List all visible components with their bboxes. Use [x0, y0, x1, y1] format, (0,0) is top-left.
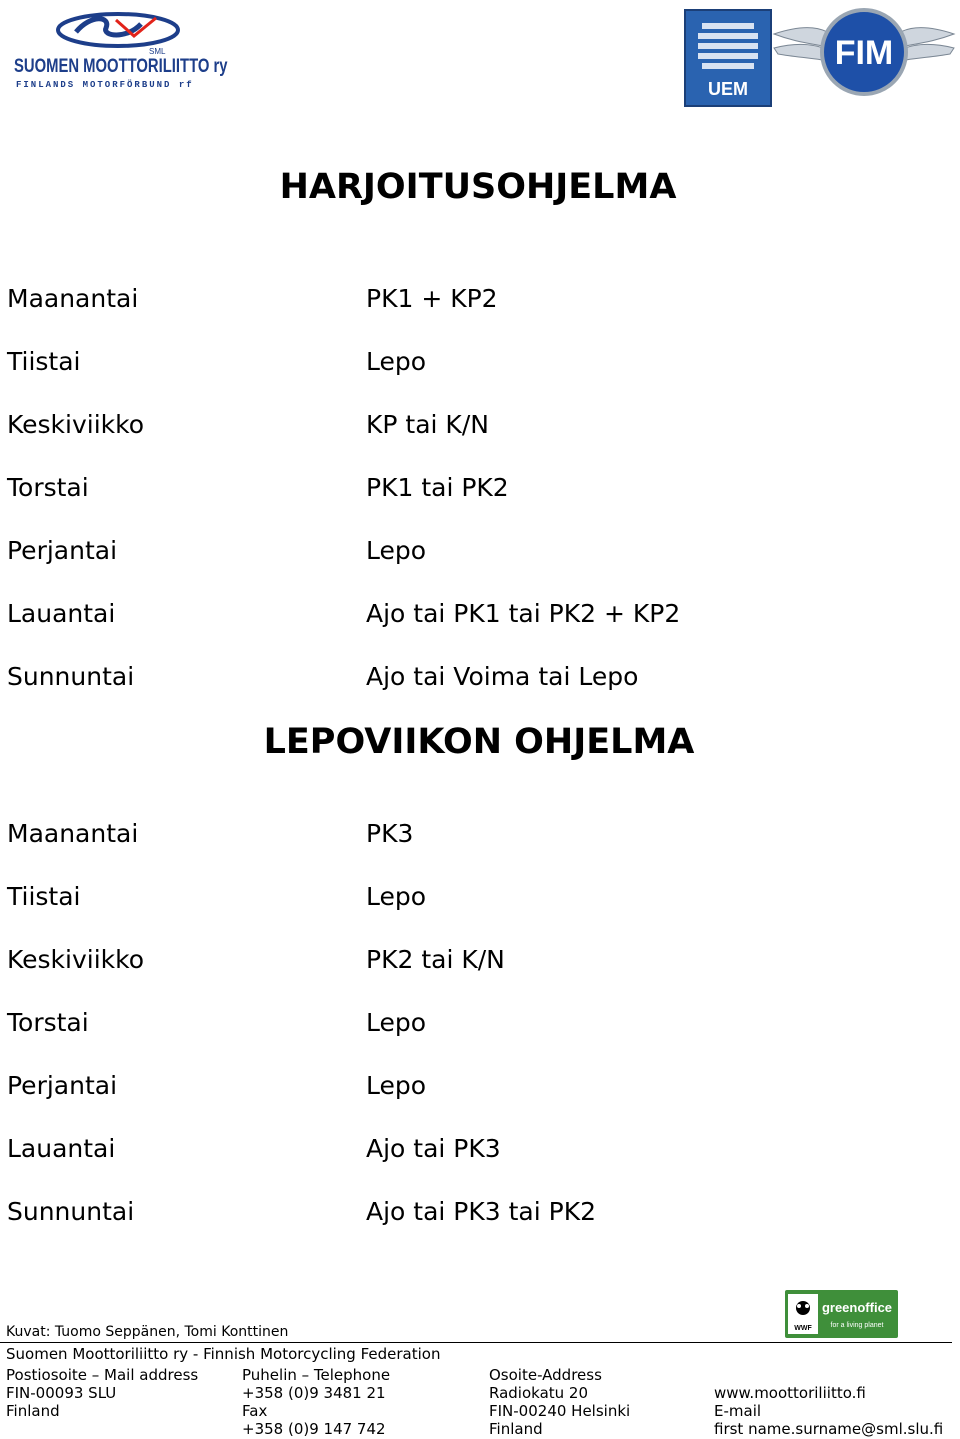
footer-line: E-mail — [714, 1402, 762, 1420]
day-label: Keskiviikko — [7, 410, 145, 439]
day-label: Tiistai — [7, 882, 81, 911]
activity-label: PK3 — [366, 819, 414, 848]
photo-credit: Kuvat: Tuomo Seppänen, Tomi Konttinen — [6, 1324, 289, 1340]
day-label: Maanantai — [7, 284, 139, 313]
day-label: Perjantai — [7, 1071, 118, 1100]
footer-line: +358 (0)9 3481 21 — [242, 1384, 386, 1402]
sml-logo-text: SUOMEN MOOTTORILIITTO ry — [14, 56, 228, 77]
schedule-row — [0, 945, 960, 1008]
rest-week-schedule — [0, 819, 960, 1260]
activity-label: Ajo tai PK1 tai PK2 + KP2 — [366, 599, 681, 628]
activity-label: PK1 + KP2 — [366, 284, 498, 313]
footer-line: Finland — [6, 1402, 60, 1420]
rest-week-title: LEPOVIIKON OHJELMA — [263, 722, 695, 762]
activity-label: PK1 tai PK2 — [366, 473, 509, 502]
day-label: Keskiviikko — [7, 945, 145, 974]
day-label: Maanantai — [7, 819, 139, 848]
training-schedule — [0, 284, 960, 725]
schedule-row — [0, 662, 960, 725]
fim-logo-text: FIM — [834, 34, 894, 72]
activity-label: Ajo tai PK3 — [366, 1134, 501, 1163]
activity-label: KP tai K/N — [366, 410, 489, 439]
footer-line: Osoite-Address — [489, 1366, 602, 1384]
schedule-row — [0, 536, 960, 599]
footer-line: Finland — [489, 1420, 543, 1438]
footer-divider — [0, 1342, 952, 1343]
fim-logo — [770, 4, 958, 100]
footer-line — [714, 1366, 943, 1384]
wwf-text: WWF — [794, 1325, 812, 1332]
schedule-row — [0, 1071, 960, 1134]
schedule-row — [0, 410, 960, 473]
schedule-row — [0, 347, 960, 410]
day-label: Lauantai — [7, 1134, 116, 1163]
footer-mail-address — [6, 1366, 198, 1420]
day-label: Torstai — [7, 473, 89, 502]
footer-line: +358 (0)9 147 742 — [242, 1420, 386, 1438]
uem-logo-text: UEM — [708, 79, 748, 99]
footer-line: Fax — [242, 1402, 268, 1420]
green-office-tagline: for a living planet — [830, 1322, 884, 1329]
activity-label: Ajo tai Voima tai Lepo — [366, 662, 639, 691]
website-link[interactable]: www.moottoriliitto.fi — [714, 1384, 866, 1402]
activity-label: Lepo — [366, 536, 427, 565]
schedule-row — [0, 1197, 960, 1260]
footer — [0, 1290, 960, 1439]
activity-label: PK2 tai K/N — [366, 945, 505, 974]
sml-logo-small-text: SML — [149, 47, 166, 56]
day-label: Lauantai — [7, 599, 116, 628]
green-office-text: greenoffice — [821, 1300, 893, 1315]
day-label: Perjantai — [7, 536, 118, 565]
schedule-row — [0, 284, 960, 347]
sml-logo-subtext: FINLANDS MOTORFÖRBUND rf — [16, 80, 194, 90]
footer-street-address — [489, 1366, 630, 1438]
day-label: Torstai — [7, 1008, 89, 1037]
email-link[interactable]: first name.surname@sml.slu.fi — [714, 1420, 944, 1438]
footer-line: FIN-00240 Helsinki — [489, 1402, 631, 1420]
schedule-row — [0, 882, 960, 945]
training-program-title: HARJOITUSOHJELMA — [279, 167, 677, 207]
activity-label: Lepo — [366, 1071, 427, 1100]
organization-name: Suomen Moottoriliitto ry - Finnish Motorcycling Federation — [6, 1345, 441, 1363]
schedule-row — [0, 599, 960, 662]
schedule-row — [0, 473, 960, 536]
day-label: Tiistai — [7, 347, 81, 376]
activity-label: Ajo tai PK3 tai PK2 — [366, 1197, 597, 1226]
uem-logo — [684, 9, 772, 107]
footer-telephone — [242, 1366, 390, 1438]
activity-label: Lepo — [366, 347, 427, 376]
day-label: Sunnuntai — [7, 662, 135, 691]
activity-label: Lepo — [366, 882, 427, 911]
activity-label: Lepo — [366, 1008, 427, 1037]
footer-line: Radiokatu 20 — [489, 1384, 589, 1402]
green-office-logo — [785, 1290, 898, 1338]
sml-logo — [6, 6, 228, 98]
footer-line: Puhelin – Telephone — [242, 1366, 391, 1384]
footer-line: FIN-00093 SLU — [6, 1384, 117, 1402]
schedule-row — [0, 1134, 960, 1197]
day-label: Sunnuntai — [7, 1197, 135, 1226]
schedule-row — [0, 819, 960, 882]
schedule-row — [0, 1008, 960, 1071]
footer-web-contact — [714, 1366, 943, 1438]
footer-line: Postiosoite – Mail address — [6, 1366, 199, 1384]
